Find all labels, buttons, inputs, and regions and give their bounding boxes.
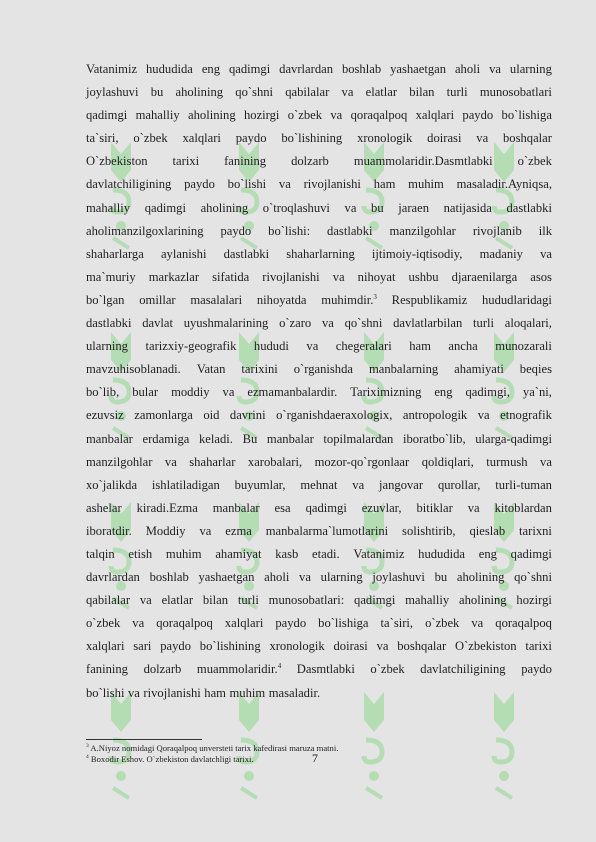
body-paragraph — [86, 58, 552, 705]
page-number: 7 — [312, 751, 318, 765]
paragraph-line: O`zbekiston tarixi fanining dolzarb muammolaridir.Dasmtlabki o`zbek — [86, 154, 552, 169]
paragraph-line: qadimgi mahalliy aholining hozirgi o`zbek va qoraqalpoq xalqlari paydo bo`lishiga — [86, 108, 552, 123]
paragraph-line: xalqlari sari paydo bo`lishining xronologik doirasi va boshqalar O`zbekiston tarixi — [86, 639, 552, 654]
paragraph-line: joylashuvi bu aholining qo`shni qabilalar va elatlar bilan turli munosobatlari — [86, 85, 552, 100]
paragraph-line: Vatanimiz hududida eng qadimgi davrlardan boshlab yashaetgan aholi va ularning — [86, 62, 552, 76]
paragraph-line: bo`lishi va rivojlanishi ham muhim masaladir. — [86, 685, 321, 700]
paragraph-line: mavzuhisoblanadi. Vatan tarixini o`rganishda manbalarning ahamiyati beqies — [86, 362, 552, 377]
paragraph-line: bo`lib, bular moddiy va ezmamanbalardir. Tariximizning eng qadimgi, ya`ni, — [86, 385, 552, 400]
paragraph-line: dastlabki davlat uyushmalarining o`zaro va qo`shni davlatlarbilan turli aloqalari, — [86, 316, 552, 331]
paragraph-line: davlatchiligining paydo bo`lishi va rivojlanishi ham muhim masaladir.Ayniqsa, — [86, 177, 552, 192]
paragraph-line: o`zbek va qoraqalpoq xalqlari paydo bo`lishiga ta`siri, o`zbek va qoraqalpoq — [86, 616, 552, 631]
footnote-divider — [86, 739, 202, 740]
paragraph-line: bo`lgan omillar masalalari nihoyatda muhimdir.$^3$ Respublikamiz hududlaridagi — [86, 292, 552, 307]
paragraph-line: fanining dolzarb muammolaridir.$^4$ Dasmtlabki o`zbek davlatchiligining paydo — [86, 662, 552, 677]
paragraph-line: qabilalar va elatlar bilan turli munosobatlari: qadimgi mahalliy aholining hozirgi — [86, 593, 552, 608]
footnote-ref: 4 — [277, 662, 282, 671]
paragraph-line: xo`jalikda ishlatiladigan buyumlar, mehnat va jangovar qurollar, turli-tuman — [86, 477, 552, 492]
footnote-item — [86, 754, 556, 765]
paragraph-line: ta`siri, o`zbek xalqlari paydo bo`lishining xronologik doirasi va boshqalar — [86, 131, 552, 146]
footnote-mark: 3 — [86, 743, 89, 750]
paragraph-line: talqin etish muhim ahamiyat kasb etadi. Vatanimiz hududida eng qadimgi — [86, 546, 552, 561]
paragraph-line: ashelar kiradi.Ezma manbalar esa qadimgi ezuvlar, bitiklar va kitoblardan — [86, 500, 552, 515]
paragraph-line: davrlardan boshlab yashaetgan aholi va ularning joylashuvi bu aholining qo`shni — [86, 570, 552, 585]
paragraph-line: shaharlarga aylanishi dastlabki shaharlarning ijtimoiy-iqtisodiy, madaniy va — [86, 246, 552, 261]
footnote-item — [86, 743, 556, 754]
paragraph-line: manzilgohlar va shaharlar xarobalari, mozor-qo`rgonlaar qoldiqlari, turmush va — [86, 454, 552, 469]
paragraph-line: aholimanzilgoxlarining paydo bo`lishi: dastlabki manzilgohlar rivojlanib ilk — [86, 223, 552, 238]
footnote-ref: 3 — [373, 292, 377, 301]
footnote-text: Boxodir Eshov. O`zbekiston davlatchligi tarixi. — [88, 754, 254, 764]
paragraph-line: iboratdir. Moddiy va ezma manbalarma`lumotlarini solishtirib, qieslab tarixni — [86, 523, 552, 538]
paragraph-line: manbalar erdamiga keladi. Bu manbalar topilmalardan iboratbo`lib, ularga-qadimgi — [86, 431, 552, 446]
paragraph-line: ma`muriy markazlar sifatida rivojlanishi va nihoyat ushbu djaraenilarga asos — [86, 269, 552, 284]
paragraph-line: ezuvsiz zamonlarga oid davrini o`rganishdaeraxologix, antropologik va etnografik — [86, 408, 552, 423]
paragraph-line: mahalliy qadimgi aholining o`troqlashuvi va bu jaraen natijasida dastlabki — [86, 200, 552, 215]
footnotes — [86, 743, 556, 765]
footnote-text: A.Niyoz nomidagi Qoraqalpoq unversteti tarix kafedirasi maruza matni. — [88, 743, 339, 753]
paragraph-line: ularning tarizxiy-geografik hududi va chegeralari ham ancha munozarali — [86, 339, 552, 354]
footnote-mark: 4 — [86, 754, 89, 761]
